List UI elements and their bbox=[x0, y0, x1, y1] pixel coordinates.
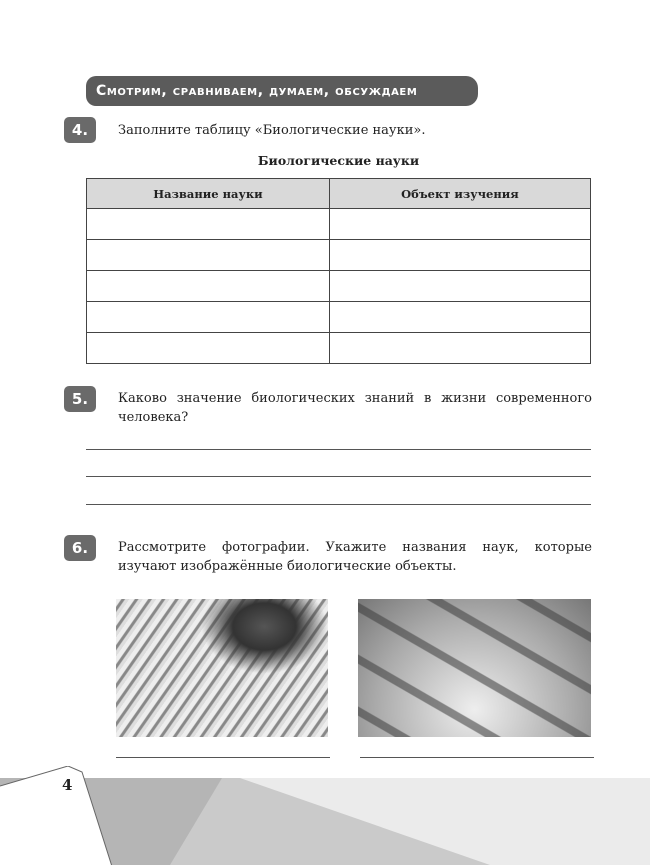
table-row bbox=[87, 333, 591, 364]
answer-cell[interactable] bbox=[87, 209, 330, 240]
answer-cell[interactable] bbox=[87, 271, 330, 302]
header-science-name: Название науки bbox=[87, 179, 330, 209]
answer-cell[interactable] bbox=[329, 271, 590, 302]
task-number-badge: 6. bbox=[64, 535, 96, 561]
answer-cell[interactable] bbox=[329, 240, 590, 271]
answer-line[interactable] bbox=[86, 476, 591, 477]
task-number-badge: 5. bbox=[64, 386, 96, 412]
table-row bbox=[87, 302, 591, 333]
plant-photo bbox=[116, 599, 328, 737]
bacteria-photo bbox=[358, 599, 591, 737]
answer-line[interactable] bbox=[86, 449, 591, 450]
task-number-badge: 4. bbox=[64, 117, 96, 143]
header-study-object: Объект изучения bbox=[329, 179, 590, 209]
answer-line[interactable] bbox=[86, 504, 591, 505]
page-number: 4 bbox=[62, 776, 73, 794]
table-header-row bbox=[87, 179, 591, 209]
answer-cell[interactable] bbox=[329, 302, 590, 333]
page-tab-outline bbox=[0, 766, 120, 865]
task-text: Рассмотрите фотографии. Укажите названия наук, которые изучают изображённые биологические объекты. bbox=[118, 540, 592, 574]
table-row bbox=[87, 271, 591, 302]
table-caption: Биологические науки bbox=[257, 153, 420, 168]
task-text: Заполните таблицу «Биологические науки». bbox=[118, 123, 426, 138]
section-banner: Смотрим, сравниваем, думаем, обсуждаем bbox=[86, 76, 478, 106]
table-row bbox=[87, 209, 591, 240]
table-row bbox=[87, 240, 591, 271]
answer-line[interactable] bbox=[116, 757, 330, 758]
answer-cell[interactable] bbox=[87, 302, 330, 333]
answer-cell[interactable] bbox=[87, 333, 330, 364]
answer-line[interactable] bbox=[360, 757, 594, 758]
task-text: Каково значение биологических знаний в жизни современного человека? bbox=[118, 391, 592, 425]
answer-cell[interactable] bbox=[87, 240, 330, 271]
answer-cell[interactable] bbox=[329, 333, 590, 364]
biology-sciences-table bbox=[86, 178, 591, 364]
answer-cell[interactable] bbox=[329, 209, 590, 240]
